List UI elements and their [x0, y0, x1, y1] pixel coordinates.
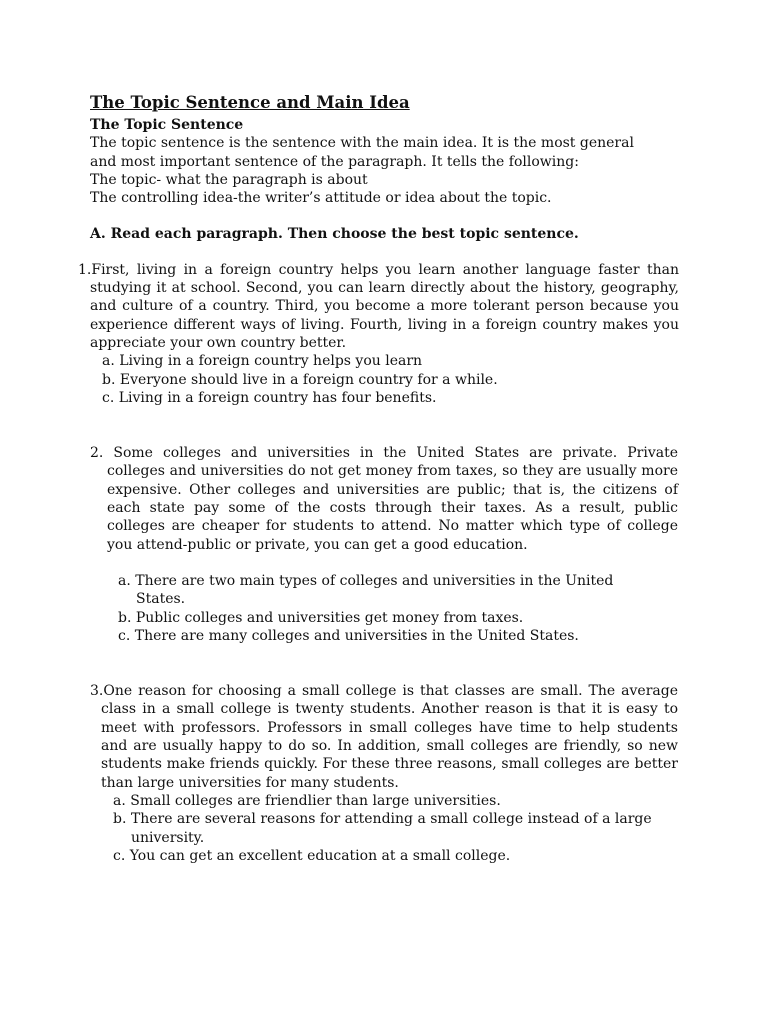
answer-option[interactable]: a. There are two main types of colleges and universities in the United States. [118, 572, 614, 608]
page-title: The Topic Sentence and Main Idea [90, 93, 410, 112]
answer-option[interactable]: b. There are several reasons for attending a small college instead of a large university. [113, 811, 652, 846]
intro-line: The topic sentence is the sentence with the main idea. It is the most general [90, 135, 634, 152]
item-number: 1. [78, 261, 92, 278]
exercise-item [78, 261, 679, 407]
item-text: Some colleges and universities in the United States are private. Private colleges and universities do not get money from taxes, so they are usually more expensive. Other colleges and universities are public; that is, the citizens of each state pay some of the costs through their taxes. As a result, public colleges are cheaper for students to attend. No matter which type of college you attend-public or private, you can get a good education. [107, 445, 679, 553]
answer-options [101, 792, 653, 865]
document-page [78, 92, 680, 865]
answer-option[interactable]: c. You can get an excellent education at a small college. [113, 847, 511, 864]
answer-options [107, 572, 628, 645]
item-paragraph [90, 444, 679, 554]
item-text: One reason for choosing a small college is that classes are small. The average class in a small college is twenty students. Another reason is that it is easy to meet with professors. Professors in small colleges have time to help students and are usually happy to do so. In addition, small colleges are friendly, so new students make friends quickly. For these three reasons, small colleges are better than large universities for many students. [101, 683, 678, 791]
answer-option[interactable]: b. Public colleges and universities get money from taxes. [118, 609, 524, 626]
exercise-item [90, 682, 678, 865]
item-number: 3. [90, 683, 104, 700]
exercise-instruction: A. Read each paragraph. Then choose the best topic sentence. [90, 226, 579, 243]
intro-line: The topic- what the paragraph is about [90, 171, 368, 188]
exercise-item [90, 444, 678, 645]
answer-option[interactable]: c. There are many colleges and universities in the United States. [118, 627, 579, 644]
item-paragraph [78, 261, 679, 352]
section-subtitle: The Topic Sentence [90, 117, 244, 133]
item-paragraph [90, 682, 678, 792]
answer-option[interactable]: a. Living in a foreign country helps you learn [102, 353, 423, 370]
intro-line: and most important sentence of the paragraph. It tells the following: [90, 153, 579, 170]
item-number: 2. [90, 445, 114, 462]
item-text: First, living in a foreign country helps you learn another language faster than studying it at school. Second, you can learn directly about the history, geography, and culture of a country. Third, you become a more tolerant person because you experience different ways of living. Fourth, living in a foreign country makes you appreciate your own country better. [90, 261, 679, 351]
answer-options [90, 352, 679, 407]
intro-line: The controlling idea-the writer’s attitude or idea about the topic. [90, 190, 552, 207]
answer-option[interactable]: b. Everyone should live in a foreign country for a while. [102, 371, 498, 388]
answer-option[interactable]: c. Living in a foreign country has four benefits. [102, 389, 437, 406]
answer-option[interactable]: a. Small colleges are friendlier than large universities. [113, 792, 501, 809]
